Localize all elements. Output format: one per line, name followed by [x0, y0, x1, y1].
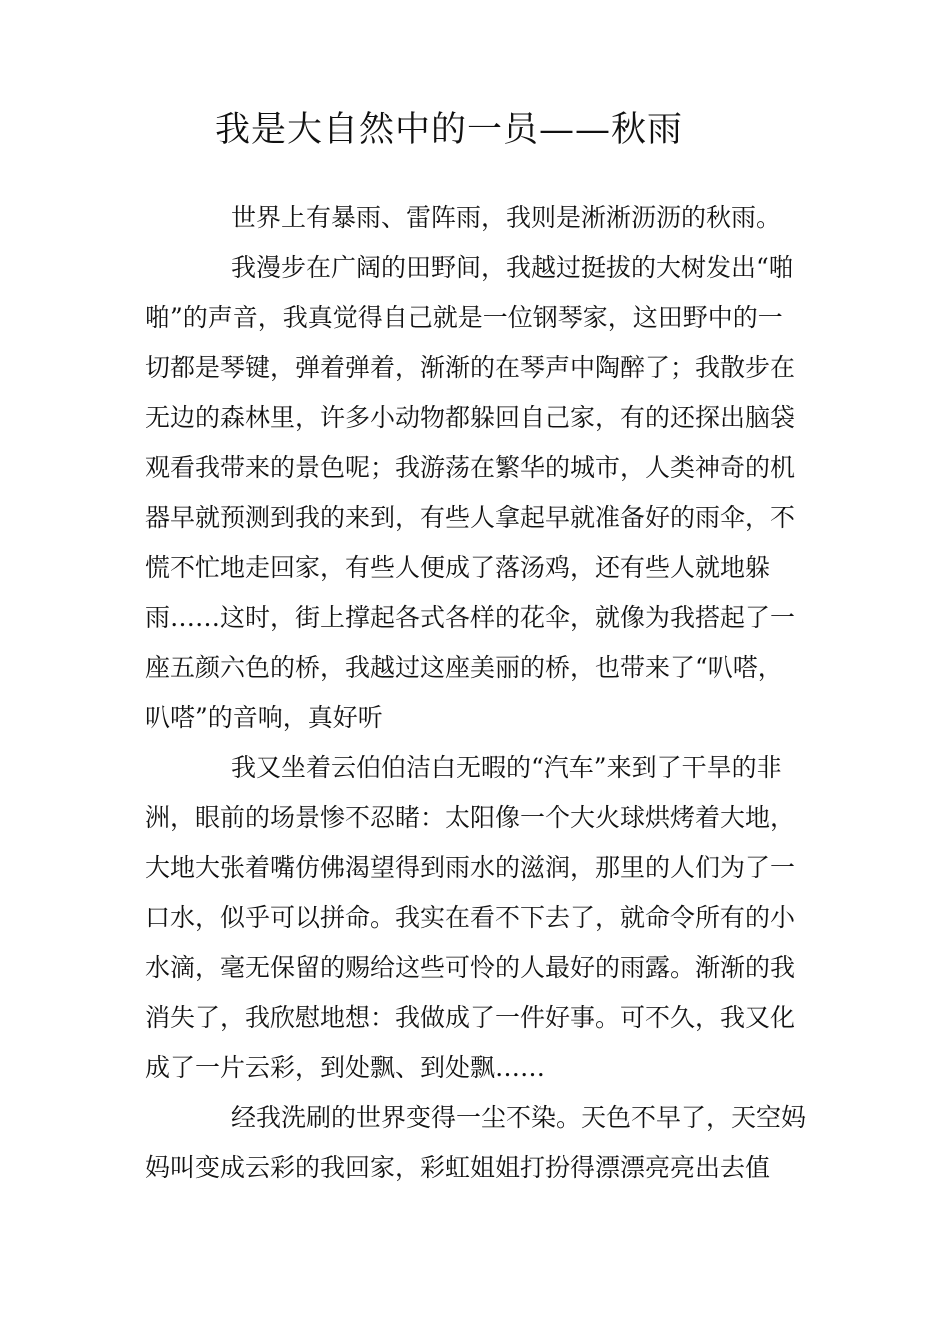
text-line: 啪”的声音，我真觉得自己就是一位钢琴家，这田野中的一 [145, 303, 783, 332]
text-line: 妈叫变成云彩的我回家，彩虹姐姐打扮得漂漂亮亮出去值 [145, 1153, 771, 1182]
text-line: 成了一片云彩，到处飘、到处飘…… [145, 1053, 546, 1082]
text-line: 我漫步在广阔的田野间，我越过挺拔的大树发出“啪 [231, 253, 794, 282]
text-line: 观看我带来的景色呢；我游荡在繁华的城市，人类神奇的机 [145, 453, 796, 482]
document-title: 我是大自然中的一员——秋雨 [215, 110, 684, 150]
document-body [145, 193, 835, 1193]
text-line: 消失了，我欣慰地想：我做成了一件好事。可不久，我又化 [145, 1003, 796, 1032]
text-line: 大地大张着嘴仿佛渴望得到雨水的滋润，那里的人们为了一 [145, 853, 796, 882]
text-line: 叭嗒”的音响，真好听 [145, 703, 383, 732]
text-line: 水滴，毫无保留的赐给这些可怜的人最好的雨露。渐渐的我 [145, 953, 796, 982]
text-line: 座五颜六色的桥，我越过这座美丽的桥，也带来了“叭嗒， [145, 653, 783, 682]
text-line: 无边的森林里，许多小动物都躲回自己家，有的还探出脑袋 [145, 403, 796, 432]
text-line: 切都是琴键，弹着弹着，渐渐的在琴声中陶醉了；我散步在 [145, 353, 796, 382]
text-line: 口水，似乎可以拼命。我实在看不下去了，就命令所有的小 [145, 903, 796, 932]
text-line: 雨……这时，街上撑起各式各样的花伞，就像为我搭起了一 [145, 603, 796, 632]
text-line: 经我洗刷的世界变得一尘不染。天色不早了，天空妈 [231, 1103, 807, 1132]
text-line: 我又坐着云伯伯洁白无暇的“汽车”来到了干旱的非 [231, 753, 782, 782]
text-line: 世界上有暴雨、雷阵雨，我则是淅淅沥沥的秋雨。 [231, 203, 782, 232]
text-line: 器早就预测到我的来到，有些人拿起早就准备好的雨伞，不 [145, 503, 796, 532]
text-line: 洲，眼前的场景惨不忍睹：太阳像一个大火球烘烤着大地， [145, 803, 796, 832]
text-line: 慌不忙地走回家，有些人便成了落汤鸡，还有些人就地躲 [145, 553, 771, 582]
